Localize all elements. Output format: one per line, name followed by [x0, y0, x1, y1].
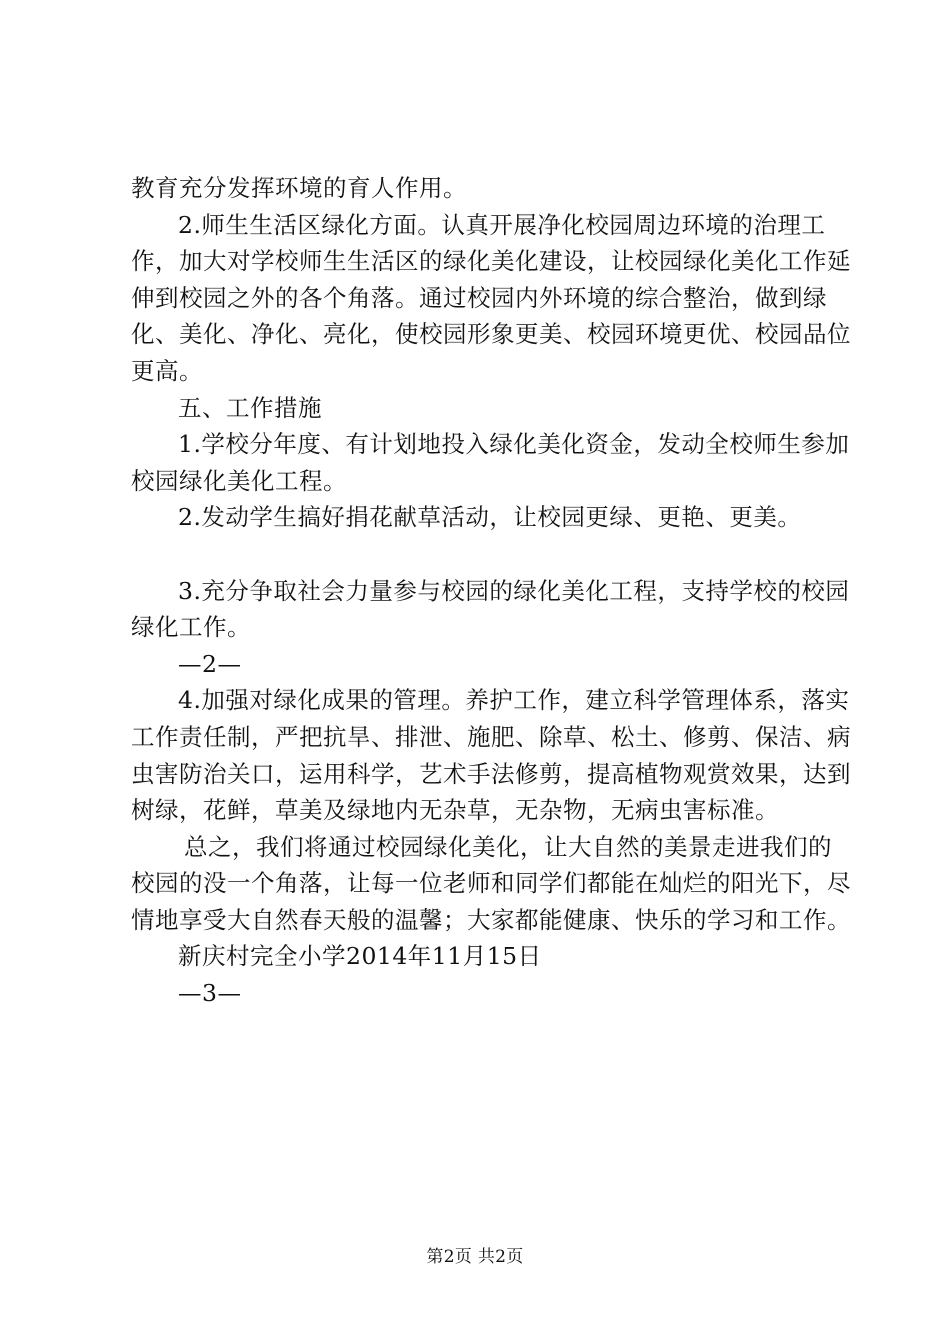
section-heading-work-measures: 五、工作措施 [178, 393, 322, 422]
page-marker-3: —3— [178, 979, 242, 1008]
paragraph-measure-2: 2.发动学生搞好捐花献草活动，让校园更绿、更艳、更美。 [178, 503, 802, 532]
page-marker-2: —2— [178, 649, 242, 678]
paragraph-conclusion: 总之，我们将通过校园绿化美化，让大自然的美景走进我们的校园的没一个角落，让每一位老师和同学们都能在灿烂的阳光下，尽情地享受大自然春天般的温馨；大家都能健康、快乐的学习和工作。 [131, 832, 851, 934]
paragraph-measure-4: 4.加强对绿化成果的管理。养护工作，建立科学管理体系，落实工作责任制，严把抗旱、排泄、施肥、除草、松土、修剪、保洁、病虫害防治关口，运用科学，艺术手法修剪，提高植物观赏效果，达到树绿，花鲜，草美及绿地内无杂草，无杂物，无病虫害标准。 [131, 686, 851, 825]
paragraph-measure-3: 3.充分争取社会力量参与校园的绿化美化工程，支持学校的校园绿化工作。 [131, 576, 850, 642]
paragraph-continuation: 教育充分发挥环境的育人作用。 [131, 174, 467, 202]
signature-date: 新庆村完全小学2014年11月15日 [178, 942, 542, 971]
paragraph-measure-1: 1.学校分年度、有计划地投入绿化美化资金，发动全校师生参加校园绿化美化工程。 [131, 430, 850, 495]
paragraph-living-area-greening: 2.师生生活区绿化方面。认真开展净化校园周边环境的治理工作，加大对学校师生生活区的绿化美化建设，让校园绿化美化工作延伸到校园之外的各个角落。通过校园内外环境的综合整治，做到绿化、美化、净化、亮化，使校园形象更美、校园环境更优、校园品位更高。 [131, 210, 851, 385]
document-body [131, 170, 851, 1012]
blank-line [131, 536, 851, 573]
page-footer: 第2页 共2页 [426, 1247, 524, 1267]
